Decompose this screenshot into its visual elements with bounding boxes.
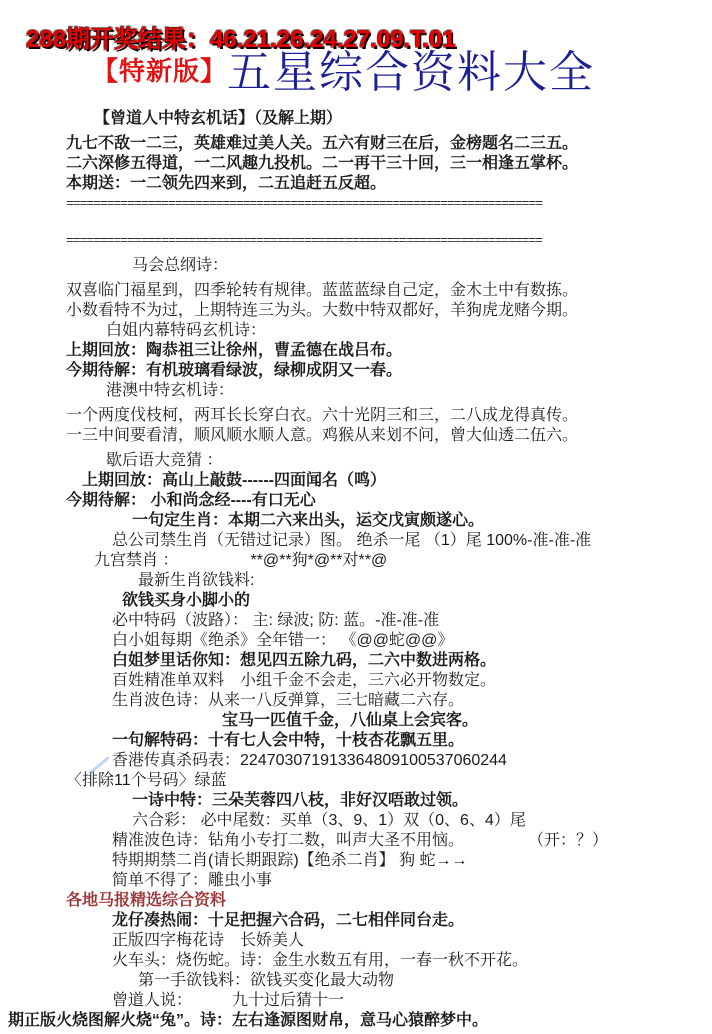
text-line: 龙仔凑热闹：十足把握六合码，二七相伴同台走。	[112, 912, 465, 929]
text-line: 九宫禁肖 ： **@**狗*@**对**@	[94, 552, 388, 569]
draw-result-banner: 288期开奖结果：46.21.26.24.27.09.T.01	[26, 26, 456, 53]
section-zengdaoren-heading: 【曾道人中特玄机话】（及解上期）	[94, 110, 343, 127]
text-line: 一句解特码：十有七人会中特，十枝杏花飘五里。	[112, 732, 465, 749]
text-line: 生肖波色诗：从来一八反弹算，三七暗藏二六存。	[112, 692, 465, 709]
text-line: 〈排除11个号码〉绿蓝	[66, 772, 227, 789]
text-line: 简单不得了：雕虫小事	[112, 872, 273, 889]
text-line: 曾道人说： 九十过后猜十一	[112, 992, 345, 1009]
text-line: 一个两度伐枝柯，两耳长长穿白衣。六十光阴三和三，二八成龙得真传。	[66, 407, 579, 424]
text-line: 本期送：一二领先四来到，二五追赶五反超。	[66, 175, 387, 192]
text-line: 第一手欲钱料：欲钱买变化最大动物	[138, 972, 395, 989]
text-line: 香港传真杀码表：224703071913364809100537060244	[112, 752, 507, 769]
text-line: 特期期禁二肖(请长期跟踪)【绝杀二肖】 狗 蛇→→	[112, 852, 468, 869]
text-line: 总公司禁生肖（无错过记录）图。 绝杀一尾 （1）尾 100%-准-准-准	[112, 532, 592, 549]
text-line: 上期回放：高山上敲鼓------四面闻名（鸣）	[82, 472, 386, 489]
text-line: 上期回放：陶恭祖三让徐州，曹孟德在战吕布。	[66, 342, 403, 359]
text-line: 精准波色诗：钻角小专打二数，叫声大圣不用恼。 （开：？）	[112, 832, 609, 849]
text-line: 今期待解： 小和尚念经----有口无心	[66, 492, 316, 509]
section-xiehouyu-heading: 歇后语大竞猜 ：	[106, 452, 223, 469]
page-header	[0, 26, 712, 107]
text-line: 欲钱买身小脚小的	[122, 592, 251, 609]
title-text: 五星综合资料大全	[227, 48, 596, 97]
section-local-papers-heading: 各地马报精选综合资料	[66, 892, 227, 909]
section-mahui-poem-heading: 马会总纲诗：	[132, 257, 229, 274]
text-line: 火车头：烧伤蛇。诗：金生水数五有用，一春一秋不开花。	[112, 952, 529, 969]
text-line: 白姐梦里话你知：想见四五除九码，二六中数进两格。	[112, 652, 497, 669]
text-line: 一诗中特：三朵芙蓉四八枝，非好汉唔敢过领。	[132, 792, 469, 809]
text-line: 二六深修五得道，一二风趣九投机。二一再干三十回，三一相逢五掌杯。	[66, 155, 579, 172]
sheet-body	[0, 107, 712, 1031]
text-line: 小数看特不为过，上期特连三为头。大数中特双都好，羊狗虎龙赌今期。	[66, 302, 579, 319]
text-line: 百姓精准单双料 小组千金不会走，三六必开物数定。	[112, 672, 497, 689]
tip-sheet-page	[0, 26, 712, 1034]
divider-line: ======================================================================	[66, 233, 543, 248]
text-line: 最新生肖欲钱料:	[138, 572, 255, 589]
section-baijie-poem-heading: 白姐内幕特码玄机诗：	[106, 322, 267, 339]
edition-tag: 【特新版】	[92, 56, 228, 86]
text-line: 今期待解：有机玻璃看绿波，绿柳成阴又一春。	[66, 362, 403, 379]
text-line: 白小姐每期《绝杀》全年错一： 《@@蛇@@》	[112, 632, 454, 649]
page-title	[92, 47, 712, 107]
text-line: 宝马一匹值千金，八仙桌上会宾客。	[222, 712, 479, 729]
text-line: 九七不敌一二三，英雄难过美人关。五六有财三在后，金榜题名二三五。	[66, 135, 579, 152]
text-line: 一句定生肖：本期二六来出头，运交戊寅颇遂心。	[132, 512, 485, 529]
text-line: 期正版火烧图解火烧“兔”。诗：左右逢源图财帛，意马心猿醉梦中。	[8, 1012, 489, 1029]
section-gangao-poem-heading: 港澳中特玄机诗：	[106, 382, 235, 399]
text-line: 六合彩： 必中尾数：买单（3、9、1）双（0、6、4）尾	[132, 812, 526, 829]
text-line: 正版四字梅花诗 长娇美人	[112, 932, 305, 949]
text-line: 双喜临门福星到，四季轮转有规律。蓝蓝蓝绿自己定，金木土中有数拣。	[66, 282, 579, 299]
text-line: 一三中间要看清，顺风顺水顺人意。鸡猴从来划不问，曾大仙透二伍六。	[66, 427, 579, 444]
divider-line: ======================================================================	[66, 196, 543, 211]
text-line: 必中特码（波路）： 主: 绿波; 防: 蓝。-准-准-准	[112, 612, 440, 629]
